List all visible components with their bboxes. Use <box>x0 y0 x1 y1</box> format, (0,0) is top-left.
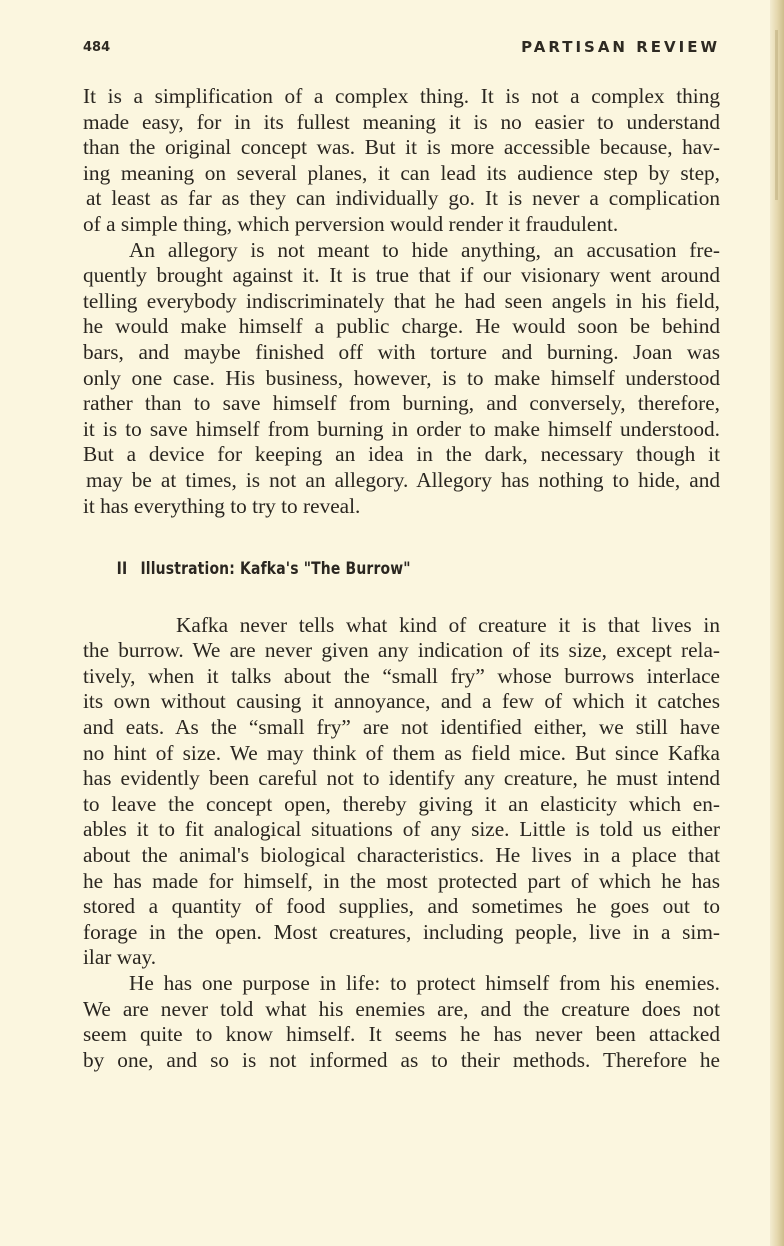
text-line: has evidently been careful not to identify any creature, he must intend <box>83 766 720 791</box>
text-line: of a simple thing, which perversion would render it fraudulent. <box>83 211 619 236</box>
page-edge-shadow <box>770 0 784 1246</box>
text-line: It is a simplification of a complex thing. It is not a complex thing <box>83 84 720 108</box>
paragraph-simplification <box>83 84 720 238</box>
text-line: rather than to save himself from burning, and conversely, therefore, <box>83 391 720 416</box>
text-line: Kafka never tells what kind of creature it is that lives in <box>176 612 720 637</box>
section-heading <box>83 557 605 583</box>
text-line: it is to save himself from burning in order to make himself understood. <box>83 416 720 441</box>
text-line: about the animal's biological characteristics. He lives in a place that <box>83 843 720 868</box>
text-line: only one case. His business, however, is to make himself understood <box>83 365 720 390</box>
text-line: bars, and maybe finished off with torture and burning. Joan was <box>83 339 720 364</box>
text-line: ing meaning on several planes, it can lead its audience step by step, <box>83 160 720 185</box>
paragraph-purpose <box>83 971 720 1073</box>
paragraph-allegory <box>83 238 720 520</box>
text-line: the burrow. We are never given any indication of its size, except rela- <box>83 638 720 663</box>
text-line: telling everybody indiscriminately that he had seen angels in his field, <box>83 288 720 313</box>
text-line: its own without causing it annoyance, and a few of which it catches <box>83 689 720 714</box>
running-head <box>83 38 720 58</box>
text-line: no hint of size. We may think of them as field mice. But since Kafka <box>83 740 720 765</box>
text-line: stored a quantity of food supplies, and sometimes he goes out to <box>83 894 720 919</box>
body-text <box>83 84 720 1073</box>
text-line: He has one purpose in life: to protect himself from his enemies. <box>129 971 720 995</box>
text-line: forage in the open. Most creatures, including people, live in a sim- <box>83 919 720 944</box>
paragraph-kafka-creature <box>83 613 720 971</box>
text-line: tively, when it talks about the “small fry” whose burrows interlace <box>83 663 720 688</box>
text-line: by one, and so is not informed as to their methods. Therefore he <box>83 1047 720 1072</box>
text-line: to leave the concept open, thereby giving it an elasticity which en- <box>83 791 720 816</box>
text-line: may be at times, is not an allegory. Allegory has nothing to hide, and <box>86 467 720 492</box>
text-line: made easy, for in its fullest meaning it is no easier to understand <box>83 109 720 134</box>
text-line: he has made for himself, in the most protected part of which he has <box>83 868 720 893</box>
section-title: Illustration: Kafka's "The Burrow" <box>140 559 411 580</box>
text-line: and eats. As the “small fry” are not identified either, we still have <box>83 715 720 740</box>
journal-title: PARTISAN REVIEW <box>521 38 720 56</box>
text-line: quently brought against it. It is true that if our visionary went around <box>83 263 720 288</box>
text-line: But a device for keeping an idea in the dark, necessary though it <box>83 442 720 467</box>
text-line: at least as far as they can individually go. It is never a complication <box>86 186 720 211</box>
text-line: than the original concept was. But it is more accessible because, hav- <box>83 135 720 160</box>
text-line: he would make himself a public charge. He would soon be behind <box>83 314 720 339</box>
text-line: We are never told what his enemies are, and the creature does not <box>83 996 720 1021</box>
section-number: II <box>116 559 128 580</box>
text-line: ables it to fit analogical situations of any size. Little is told us either <box>83 817 720 842</box>
text-line: ilar way. <box>83 945 157 970</box>
text-line: it has everything to try to reveal. <box>83 493 361 518</box>
text-line: seem quite to know himself. It seems he has never been attacked <box>83 1022 720 1047</box>
text-line: An allegory is not meant to hide anything, an accusation fre- <box>129 237 720 262</box>
page-number: 484 <box>83 40 111 55</box>
